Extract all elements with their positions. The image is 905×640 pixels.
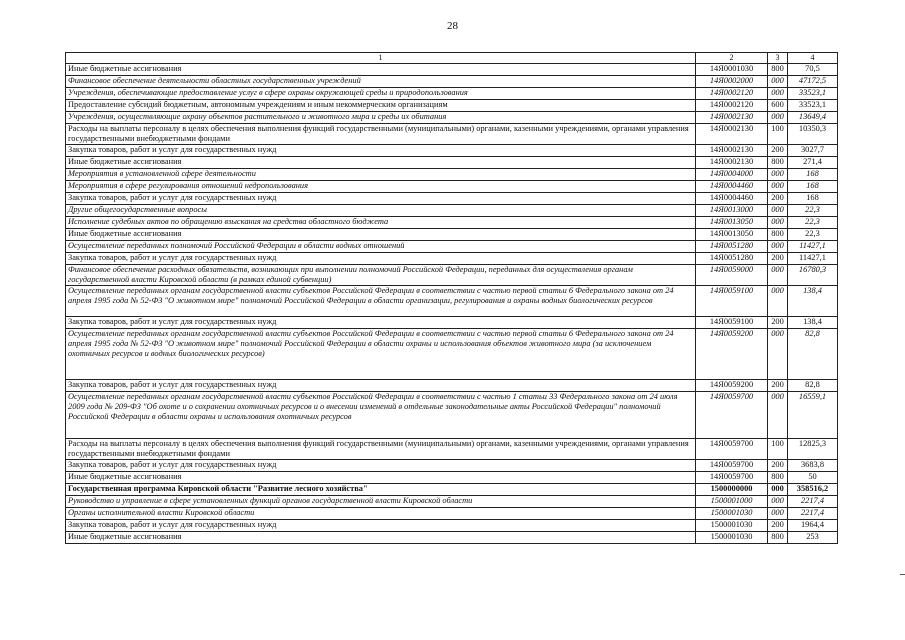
row-amount-cell: 82,8: [788, 329, 838, 380]
row-amount-cell: 1964,4: [788, 520, 838, 532]
row-name-cell: Иные бюджетные ассигнования: [66, 472, 696, 484]
table-row: [66, 145, 838, 157]
row-expense-type-cell: 800: [768, 64, 788, 76]
row-expense-type-cell: 000: [768, 265, 788, 286]
table-row: [66, 520, 838, 532]
table-row: [66, 317, 838, 329]
row-code-cell: 14Я0059100: [696, 317, 768, 329]
row-name-cell: Закупка товаров, работ и услуг для государственных нужд: [66, 520, 696, 532]
table-row: [66, 439, 838, 460]
row-expense-type-cell: 000: [768, 169, 788, 181]
row-name-cell: Расходы на выплаты персоналу в целях обеспечения выполнения функций государственными (муниципальными) органами, казенными учреждениями, органами управления государственными внебюджетными фондами: [66, 439, 696, 460]
row-name-cell: Осуществление переданных полномочий Российской Федерации в области водных отношений: [66, 241, 696, 253]
row-expense-type-cell: 000: [768, 286, 788, 317]
table-row: [66, 169, 838, 181]
row-amount-cell: 3027,7: [788, 145, 838, 157]
row-expense-type-cell: 100: [768, 439, 788, 460]
column-header-name: 1: [66, 53, 696, 64]
row-code-cell: 14Я0002120: [696, 100, 768, 112]
row-code-cell: 14Я0051280: [696, 253, 768, 265]
row-expense-type-cell: 000: [768, 496, 788, 508]
row-amount-cell: 168: [788, 169, 838, 181]
table-row: [66, 532, 838, 544]
row-code-cell: 14Я0013000: [696, 205, 768, 217]
row-amount-cell: 33523,1: [788, 100, 838, 112]
table-row: [66, 496, 838, 508]
row-code-cell: 14Я0059200: [696, 380, 768, 392]
row-code-cell: 14Я0059700: [696, 472, 768, 484]
row-code-cell: 14Я0004460: [696, 181, 768, 193]
row-expense-type-cell: 000: [768, 329, 788, 380]
table-body: [66, 64, 838, 544]
row-name-cell: Осуществление переданных органам государственной власти субъектов Российской Федерации в соответствии с частью первой статьи 6 Федерального закона от 24 апреля 1995 года № 52-ФЗ "О животном мире" полномочий Российской Федерации в области охраны и использования объектов животного мира (за исключением охотничьих ресурсов и водных биологических ресурсов): [66, 329, 696, 380]
table-row: [66, 64, 838, 76]
row-expense-type-cell: 200: [768, 460, 788, 472]
row-code-cell: 14Я0002130: [696, 157, 768, 169]
row-expense-type-cell: 800: [768, 472, 788, 484]
row-name-cell: Закупка товаров, работ и услуг для государственных нужд: [66, 193, 696, 205]
row-code-cell: 1500001000: [696, 496, 768, 508]
table-row: [66, 472, 838, 484]
row-name-cell: Предоставление субсидий бюджетным, автономным учреждениям и иным некоммерческим организациям: [66, 100, 696, 112]
row-amount-cell: 22,3: [788, 217, 838, 229]
row-amount-cell: 2217,4: [788, 508, 838, 520]
table-row: [66, 241, 838, 253]
table-row: [66, 392, 838, 439]
row-amount-cell: 253: [788, 532, 838, 544]
row-amount-cell: 168: [788, 193, 838, 205]
row-amount-cell: 3683,8: [788, 460, 838, 472]
row-name-cell: Учреждения, обеспечивающие предоставление услуг в сфере охраны окружающей среды и природопользования: [66, 88, 696, 100]
table-row: [66, 253, 838, 265]
row-name-cell: Закупка товаров, работ и услуг для государственных нужд: [66, 317, 696, 329]
row-expense-type-cell: 000: [768, 392, 788, 439]
table-row: [66, 380, 838, 392]
row-expense-type-cell: 000: [768, 484, 788, 496]
row-name-cell: Исполнение судебных актов по обращению взыскания на средства областного бюджета: [66, 217, 696, 229]
row-code-cell: 14Я0051280: [696, 241, 768, 253]
row-expense-type-cell: 000: [768, 112, 788, 124]
row-expense-type-cell: 800: [768, 532, 788, 544]
table-row: [66, 193, 838, 205]
row-name-cell: Осуществление переданных органам государственной власти субъектов Российской Федерации в соответствии с частью первой статьи 6 Федерального закона от 24 апреля 1995 года № 52-ФЗ "О животном мире" полномочий Российской Федерации в области организации, регулирования и охраны водных биологических ресурсов: [66, 286, 696, 317]
row-code-cell: 14Я0013050: [696, 217, 768, 229]
row-code-cell: 14Я0002130: [696, 124, 768, 145]
column-header-amount: 4: [788, 53, 838, 64]
row-amount-cell: 168: [788, 181, 838, 193]
row-amount-cell: 82,8: [788, 380, 838, 392]
row-code-cell: 1500001030: [696, 532, 768, 544]
row-name-cell: Закупка товаров, работ и услуг для государственных нужд: [66, 145, 696, 157]
table-row: [66, 329, 838, 380]
table-row: [66, 112, 838, 124]
row-amount-cell: 70,5: [788, 64, 838, 76]
row-code-cell: 14Я0059700: [696, 392, 768, 439]
row-expense-type-cell: 800: [768, 157, 788, 169]
row-expense-type-cell: 100: [768, 124, 788, 145]
row-code-cell: 14Я0059200: [696, 329, 768, 380]
row-expense-type-cell: 200: [768, 520, 788, 532]
row-amount-cell: 2217,4: [788, 496, 838, 508]
table-row: [66, 88, 838, 100]
row-name-cell: Закупка товаров, работ и услуг для государственных нужд: [66, 460, 696, 472]
row-name-cell: Финансовое обеспечение деятельности областных государственных учреждений: [66, 76, 696, 88]
row-expense-type-cell: 200: [768, 317, 788, 329]
row-code-cell: 14Я0059700: [696, 460, 768, 472]
table-row: [66, 181, 838, 193]
row-code-cell: 14Я0059000: [696, 265, 768, 286]
row-name-cell: Иные бюджетные ассигнования: [66, 157, 696, 169]
row-code-cell: 14Я0059700: [696, 439, 768, 460]
row-name-cell: Иные бюджетные ассигнования: [66, 64, 696, 76]
column-header-code: 2: [696, 53, 768, 64]
table-row: [66, 286, 838, 317]
row-amount-cell: 16780,3: [788, 265, 838, 286]
row-name-cell: Мероприятия в сфере регулирования отношений недропользования: [66, 181, 696, 193]
table-row: [66, 124, 838, 145]
row-code-cell: 1500000000: [696, 484, 768, 496]
row-code-cell: 14Я0059100: [696, 286, 768, 317]
table-row: [66, 205, 838, 217]
row-expense-type-cell: 000: [768, 205, 788, 217]
row-expense-type-cell: 200: [768, 380, 788, 392]
row-amount-cell: 22,3: [788, 229, 838, 241]
table-row: [66, 217, 838, 229]
row-amount-cell: 11427,1: [788, 241, 838, 253]
row-amount-cell: 12825,3: [788, 439, 838, 460]
row-expense-type-cell: 600: [768, 100, 788, 112]
row-expense-type-cell: 000: [768, 508, 788, 520]
table-row: [66, 100, 838, 112]
table-row: [66, 265, 838, 286]
row-amount-cell: 271,4: [788, 157, 838, 169]
row-expense-type-cell: 000: [768, 217, 788, 229]
row-amount-cell: 50: [788, 472, 838, 484]
row-name-cell: Иные бюджетные ассигнования: [66, 532, 696, 544]
row-expense-type-cell: 000: [768, 76, 788, 88]
table-row: [66, 229, 838, 241]
row-amount-cell: 11427,1: [788, 253, 838, 265]
row-name-cell: Закупка товаров, работ и услуг для государственных нужд: [66, 380, 696, 392]
row-expense-type-cell: 200: [768, 253, 788, 265]
row-expense-type-cell: 000: [768, 88, 788, 100]
table-row: [66, 508, 838, 520]
row-amount-cell: 47172,5: [788, 76, 838, 88]
row-code-cell: 14Я0004000: [696, 169, 768, 181]
row-amount-cell: 33523,1: [788, 88, 838, 100]
row-code-cell: 14Я0002130: [696, 145, 768, 157]
table-row: [66, 460, 838, 472]
row-expense-type-cell: 000: [768, 241, 788, 253]
column-header-expense-type: 3: [768, 53, 788, 64]
row-code-cell: 14Я0002130: [696, 112, 768, 124]
row-expense-type-cell: 200: [768, 145, 788, 157]
row-amount-cell: 22,3: [788, 205, 838, 217]
row-name-cell: Закупка товаров, работ и услуг для государственных нужд: [66, 253, 696, 265]
row-name-cell: Расходы на выплаты персоналу в целях обеспечения выполнения функций государственными (муниципальными) органами, казенными учреждениями, органами управления государственными внебюджетными фондами: [66, 124, 696, 145]
row-expense-type-cell: 200: [768, 193, 788, 205]
row-code-cell: 14Я0013050: [696, 229, 768, 241]
table-row: [66, 484, 838, 496]
row-amount-cell: 358516,2: [788, 484, 838, 496]
row-name-cell: Учреждения, осуществляющие охрану объектов растительного и животного мира и среды их обитания: [66, 112, 696, 124]
row-code-cell: 1500001030: [696, 520, 768, 532]
row-amount-cell: 138,4: [788, 317, 838, 329]
row-name-cell: Руководство и управление в сфере установленных функций органов государственной власти Кировской области: [66, 496, 696, 508]
row-amount-cell: 138,4: [788, 286, 838, 317]
row-amount-cell: 16559,1: [788, 392, 838, 439]
table-row: [66, 157, 838, 169]
row-amount-cell: 10350,3: [788, 124, 838, 145]
row-code-cell: 14Я0002120: [696, 88, 768, 100]
row-code-cell: 14Я0004460: [696, 193, 768, 205]
row-code-cell: 1500001030: [696, 508, 768, 520]
page-number: 28: [447, 20, 458, 32]
row-name-cell: Финансовое обеспечение расходных обязательств, возникающих при выполнении полномочий Российской Федерации, переданных для осуществления органам государственной власти Кировской области (в рамках единой субвенции): [66, 265, 696, 286]
table-header-row: [66, 53, 838, 64]
row-name-cell: Осуществление переданных органам государственной власти субъектов Российской Федерации в соответствии с частью 1 статьи 33 Федерального закона от 24 июля 2009 года № 209-ФЗ "Об охоте и о сохранении охотничьих ресурсов и о внесении изменений в отдельные законодательные акты Российской Федерации" полномочий Российской Федерации в области охраны и использования охотничьих ресурсов: [66, 392, 696, 439]
budget-table: [65, 52, 838, 544]
row-expense-type-cell: 800: [768, 229, 788, 241]
table-row: [66, 76, 838, 88]
row-code-cell: 14Я0002000: [696, 76, 768, 88]
row-name-cell: Органы исполнительной власти Кировской области: [66, 508, 696, 520]
scan-edge-mark: [900, 574, 905, 575]
row-name-cell: Иные бюджетные ассигнования: [66, 229, 696, 241]
row-name-cell: Государственная программа Кировской области "Развитие лесного хозяйства": [66, 484, 696, 496]
row-code-cell: 14Я0001030: [696, 64, 768, 76]
row-expense-type-cell: 000: [768, 181, 788, 193]
row-amount-cell: 13649,4: [788, 112, 838, 124]
row-name-cell: Другие общегосударственные вопросы: [66, 205, 696, 217]
row-name-cell: Мероприятия в установленной сфере деятельности: [66, 169, 696, 181]
